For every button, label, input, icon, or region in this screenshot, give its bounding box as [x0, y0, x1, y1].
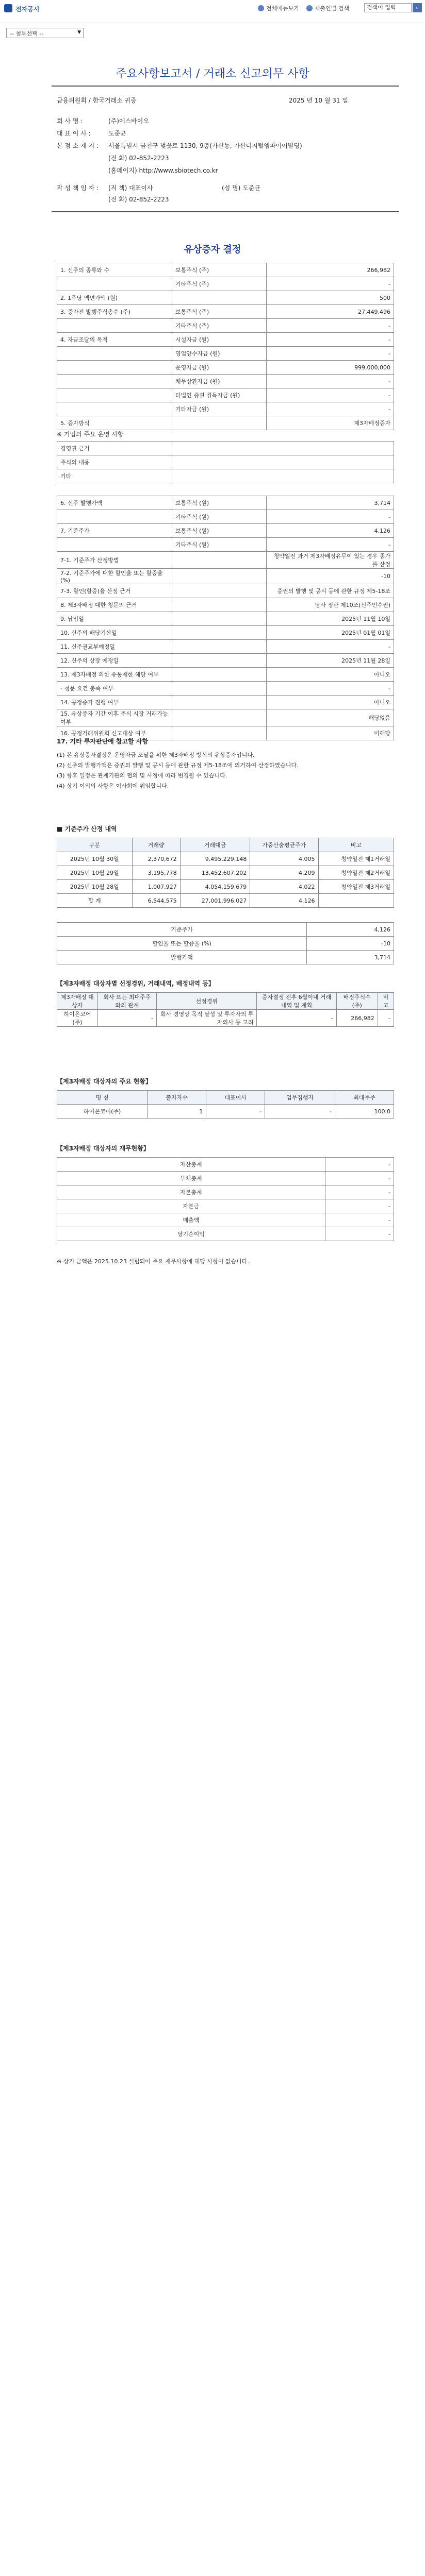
- table-row-value: -: [267, 277, 394, 291]
- detail-row-sub: [172, 598, 267, 612]
- memo-body: [57, 750, 394, 791]
- memo-title: 17. 기타 투자판단에 참고할 사항: [57, 738, 149, 745]
- detail-row-label: 7-1. 기준주가 산정방법: [57, 552, 172, 569]
- calc-summary-row: [57, 951, 394, 964]
- table-row-sub: [172, 416, 267, 430]
- table-row-label: [57, 388, 172, 402]
- fin-row: [57, 1213, 394, 1227]
- fin-cell: -: [325, 1185, 394, 1199]
- major-cell: -: [206, 1105, 265, 1118]
- calc-cell: 4,022: [250, 880, 318, 894]
- detail-row-sub: 기타주식 (원): [172, 510, 267, 524]
- major-head-cell: 업무집행자: [265, 1091, 335, 1105]
- table-row-sub: [172, 291, 267, 305]
- major-head-cell: 최대주주: [335, 1091, 394, 1105]
- alloc-head-cell: 선정경위: [156, 993, 256, 1010]
- contact-field: 작 성 책 임 자 :: [57, 184, 99, 192]
- table-row-sub: 채무상환자금 (원): [172, 375, 267, 388]
- calc-cell: 4,126: [250, 894, 318, 908]
- alloc-head-cell: 증자결정 전후 6월이내 거래내역 및 계획: [257, 993, 336, 1010]
- calc-summary-row: [57, 923, 394, 937]
- table-row: [57, 291, 394, 305]
- fin-row: [57, 1172, 394, 1185]
- search-input[interactable]: 검색어 입력: [364, 3, 412, 12]
- company-label: 회 사 명 :: [57, 117, 83, 125]
- table-row: [57, 402, 394, 416]
- major-cell: 100.0: [335, 1105, 394, 1118]
- alloc-row: [57, 1010, 394, 1027]
- fin-title: 【제3자배정 대상자의 재무현황】: [57, 1145, 150, 1152]
- table-row-label: [57, 402, 172, 416]
- detail-row-value: 미해당: [267, 726, 394, 740]
- detail-row-label: 16. 공정거래위원회 신고대상 여부: [57, 726, 172, 740]
- alloc-head-cell: 회사 또는 최대주주와의 관계: [97, 993, 156, 1010]
- note-label: 기타: [57, 469, 172, 483]
- calc-row: [57, 866, 394, 880]
- detail-row-label: 12. 신주의 상장 예정일: [57, 654, 172, 668]
- table-row: [57, 347, 394, 361]
- detail-row-sub: [172, 612, 267, 626]
- fin-cell: -: [325, 1199, 394, 1213]
- filer-search-link[interactable]: 제출인별 검색: [306, 4, 349, 12]
- detail-row-value: 4,126: [267, 524, 394, 538]
- table-row: [57, 333, 394, 347]
- table-row-value: 500: [267, 291, 394, 305]
- fin-cell: 부채총계: [57, 1172, 325, 1185]
- table-row-label: 2. 1주당 액면가액 (원): [57, 291, 172, 305]
- calc-head-cell: 구분: [57, 838, 133, 852]
- detail-row-sub: [172, 552, 267, 569]
- alloc-cell: -: [257, 1010, 336, 1027]
- table-row-sub: 시설자금 (원): [172, 333, 267, 347]
- memo-paragraph: (2) 신주의 발행가액은 증권의 발행 및 공시 등에 관한 규정 제5-18조에 의거하여 산정하였습니다.: [57, 762, 299, 769]
- detail-row-value: 아니오: [267, 696, 394, 709]
- major-head-cell: 대표이사: [206, 1091, 265, 1105]
- table-row: [57, 263, 394, 277]
- table-row-value: 제3자배정증자: [267, 416, 394, 430]
- table-row-sub: 타법인 증권 취득자금 (원): [172, 388, 267, 402]
- page-title: 주요사항보고서 / 거래소 신고의무 사항: [116, 67, 309, 80]
- note-value: [172, 455, 394, 469]
- calc-cell: 2025년 10월 29일: [57, 866, 133, 880]
- fin-row: [57, 1158, 394, 1172]
- top-links: [258, 4, 349, 12]
- detail-row: [57, 696, 394, 709]
- table-row-label: 3. 증자전 발행주식총수 (주): [57, 305, 172, 319]
- chevron-down-icon: ▼: [77, 30, 81, 35]
- section-title: 유상증자 결정: [184, 244, 241, 255]
- calc-cell: 청약일전 제3거래일: [318, 880, 394, 894]
- table-row: [57, 305, 394, 319]
- calc-summary-cell: 4,126: [307, 923, 394, 937]
- calc-summary-row: [57, 937, 394, 951]
- fin-cell: -: [325, 1158, 394, 1172]
- fin-cell: -: [325, 1172, 394, 1185]
- calc-head-cell: 비고: [318, 838, 394, 852]
- company-value: 도준균: [108, 130, 126, 137]
- contact-field: (전 화) 02-852-2223: [108, 196, 169, 203]
- calc-cell: 4,054,159,679: [180, 880, 250, 894]
- calc-cell: 27,001,996,027: [180, 894, 250, 908]
- note-value: [172, 442, 394, 455]
- alloc-header: [57, 993, 394, 1010]
- detail-row: [57, 552, 394, 569]
- fin-row: [57, 1199, 394, 1213]
- table-row-label: [57, 277, 172, 291]
- detail-row-sub: [172, 709, 267, 726]
- detail-row-value: 증권의 발행 및 공시 등에 관한 규정 제5-18조: [267, 584, 394, 598]
- calc-summary-table: [57, 922, 394, 964]
- note-label: 경영권 근거: [57, 442, 172, 455]
- calc-summary-cell: 3,714: [307, 951, 394, 964]
- detail-row: [57, 496, 394, 510]
- calc-head-cell: 거래량: [132, 838, 180, 852]
- table-row-sub: 영업양수자금 (원): [172, 347, 267, 361]
- fin-cell: 매출액: [57, 1213, 325, 1227]
- detail-row: [57, 598, 394, 612]
- detail-row-sub: 보통주식 (원): [172, 496, 267, 510]
- major-header: [57, 1091, 394, 1105]
- calc-header: [57, 838, 394, 852]
- fin-cell: 자산총계: [57, 1158, 325, 1172]
- table-row-value: -: [267, 375, 394, 388]
- table-row-label: [57, 319, 172, 333]
- table-row-sub: 기타자금 (원): [172, 402, 267, 416]
- table-row-value: -: [267, 388, 394, 402]
- table-row: [57, 416, 394, 430]
- fin-cell: 자본금: [57, 1199, 325, 1213]
- alloc-cell: 하이온코어(주): [57, 1010, 98, 1027]
- contact-field: (성 명) 도준균: [222, 184, 260, 192]
- detail-row-label: [57, 510, 172, 524]
- calc-table: [57, 838, 394, 908]
- table-row: [57, 319, 394, 333]
- major-head-cell: 출자자수: [148, 1091, 206, 1105]
- submit-date: 2025 년 10 월 31 일: [289, 97, 348, 104]
- detail-row: [57, 682, 394, 696]
- detail-row: [57, 709, 394, 726]
- person-icon: [306, 5, 313, 11]
- attachment-select[interactable]: -- 첨부선택 -- ▼: [6, 28, 84, 38]
- detail-row-sub: [172, 654, 267, 668]
- detail-row-value: 2025년 11월 10일: [267, 612, 394, 626]
- calc-cell: 청약일전 제1거래일: [318, 852, 394, 866]
- note-table: [57, 441, 394, 483]
- calc-summary-cell: 기준주가: [57, 923, 307, 937]
- detail-row-value: 당사 정관 제10조(신주인수권): [267, 598, 394, 612]
- memo-paragraph: (3) 향후 일정은 관계기관의 협의 및 사정에 따라 변경될 수 있습니다.: [57, 772, 227, 779]
- detail-row-label: 7-2. 기준주가에 대한 할인율 또는 할증율 (%): [57, 569, 172, 584]
- major-cell: 하이온코어(주): [57, 1105, 148, 1118]
- detail-row-sub: [172, 726, 267, 740]
- top-toolbar: [0, 0, 425, 23]
- detail-row-value: 해당없음: [267, 709, 394, 726]
- calc-summary-cell: -10: [307, 937, 394, 951]
- detail-row-label: - 청문 요건 충족 여부: [57, 682, 172, 696]
- major-title: 【제3자배정 대상자의 주요 현황】: [57, 1078, 152, 1085]
- calc-cell: 13,452,607,202: [180, 866, 250, 880]
- detail-table: [57, 496, 394, 740]
- table-row-value: 27,449,496: [267, 305, 394, 319]
- detail-row-value: 2025년 11월 28일: [267, 654, 394, 668]
- fin-cell: 당기순이익: [57, 1227, 325, 1241]
- calc-cell: 합 계: [57, 894, 133, 908]
- fin-row: [57, 1227, 394, 1241]
- detail-row-value: -: [267, 640, 394, 654]
- search-icon[interactable]: ⌕: [413, 3, 422, 12]
- detail-row-label: [57, 538, 172, 552]
- detail-row-sub: [172, 696, 267, 709]
- detail-row-label: 14. 공정증자 진행 여부: [57, 696, 172, 709]
- note-title: ※ 기업의 주요 운영 사항: [57, 431, 124, 438]
- table-row: [57, 388, 394, 402]
- fin-cell: -: [325, 1213, 394, 1227]
- detail-row-value: -: [267, 538, 394, 552]
- company-value: (전 화) 02-852-2223: [108, 155, 169, 162]
- detail-row-sub: [172, 640, 267, 654]
- alloc-head-cell: 제3자배정 대상자: [57, 993, 98, 1010]
- table-row-label: [57, 361, 172, 375]
- table-row-sub: 기타주식 (주): [172, 319, 267, 333]
- alloc-head-cell: 배정주식수 (주): [336, 993, 378, 1010]
- calc-summary-cell: 할인율 또는 할증율 (%): [57, 937, 307, 951]
- detail-row-value: 청약일전 과거 제3자배정유무이 있는 경우 종가를 산정: [267, 552, 394, 569]
- table-row: [57, 361, 394, 375]
- detail-row: [57, 654, 394, 668]
- detail-row-sub: 기타주식 (원): [172, 538, 267, 552]
- table-row-value: -: [267, 333, 394, 347]
- calc-cell: 2025년 10월 30일: [57, 852, 133, 866]
- all-menu-link[interactable]: 전체메뉴보기: [258, 4, 299, 12]
- table-row: [57, 375, 394, 388]
- table-row-label: [57, 375, 172, 388]
- calc-head-cell: 가중산술평균주가: [250, 838, 318, 852]
- detail-row-sub: [172, 682, 267, 696]
- major-cell: 1: [148, 1105, 206, 1118]
- calc-cell: 9,495,229,148: [180, 852, 250, 866]
- company-value: (주)에스바이오: [108, 117, 149, 125]
- calc-cell: [318, 894, 394, 908]
- detail-row-label: 10. 신주의 배당기산일: [57, 626, 172, 640]
- calc-cell: 6,544,575: [132, 894, 180, 908]
- submit-to: 금융위원회 / 한국거래소 귀중: [57, 97, 137, 104]
- detail-row-label: 11. 신주권교부예정일: [57, 640, 172, 654]
- calc-head-cell: 거래대금: [180, 838, 250, 852]
- major-head-cell: 명 칭: [57, 1091, 148, 1105]
- detail-row-value: -: [267, 682, 394, 696]
- company-label: 대 표 이 사 :: [57, 130, 91, 137]
- note-value: [172, 469, 394, 483]
- detail-row-sub: [172, 626, 267, 640]
- note-row: [57, 469, 394, 483]
- calc-summary-cell: 발행가액: [57, 951, 307, 964]
- detail-row-value: -: [267, 510, 394, 524]
- alloc-cell: -: [97, 1010, 156, 1027]
- detail-row: [57, 538, 394, 552]
- note-row: [57, 442, 394, 455]
- fin-table: [57, 1157, 394, 1241]
- detail-row: [57, 524, 394, 538]
- alloc-cell: -: [378, 1010, 394, 1027]
- alloc-table: [57, 992, 394, 1027]
- table-row-value: 999,000,000: [267, 361, 394, 375]
- table-row: [57, 277, 394, 291]
- app-title: 전자공시: [15, 6, 40, 13]
- company-value: 서울특별시 금천구 벚꽃로 1130, 9층(가산동, 가산디지털엠파이어빌딩): [108, 142, 302, 149]
- fin-row: [57, 1185, 394, 1199]
- menu-icon: [258, 5, 264, 11]
- company-value: (홈페이지) http://www.sbiotech.co.kr: [108, 167, 218, 174]
- calc-cell: 4,005: [250, 852, 318, 866]
- detail-row-label: 15. 유상증자 기간 이후 주식 시장 거래가능 여부: [57, 709, 172, 726]
- detail-row-label: 7-3. 할인(할증)율 산정 근거: [57, 584, 172, 598]
- detail-row-label: 7. 기준주가: [57, 524, 172, 538]
- calc-cell: 3,195,778: [132, 866, 180, 880]
- alloc-cell: 266,982: [336, 1010, 378, 1027]
- detail-row: [57, 569, 394, 584]
- detail-row-value: 2025년 01월 01일: [267, 626, 394, 640]
- detail-row: [57, 668, 394, 682]
- note-row: [57, 455, 394, 469]
- fin-cell: -: [325, 1227, 394, 1241]
- table-row-label: 1. 신주의 종류와 수: [57, 263, 172, 277]
- table-row-value: -: [267, 347, 394, 361]
- detail-row-value: 아니오: [267, 668, 394, 682]
- detail-row-label: 9. 납입일: [57, 612, 172, 626]
- detail-row-label: 6. 신주 발행가액: [57, 496, 172, 510]
- memo-paragraph: (4) 상기 이외의 사항은 이사회에 위임합니다.: [57, 783, 169, 789]
- fin-cell: 자본총계: [57, 1185, 325, 1199]
- detail-row: [57, 510, 394, 524]
- detail-row-label: 8. 제3자배정 대한 청문의 근거: [57, 598, 172, 612]
- detail-row-sub: [172, 584, 267, 598]
- calc-cell: 1,007,927: [132, 880, 180, 894]
- table-row-value: 266,982: [267, 263, 394, 277]
- header-divider: [52, 211, 399, 212]
- detail-row-sub: [172, 569, 267, 584]
- contact-field: (직 책) 대표이사: [108, 184, 153, 192]
- calc-row: [57, 894, 394, 908]
- dart-logo-icon: [4, 4, 12, 12]
- title-divider: [52, 86, 399, 87]
- calc-cell: 2025년 10월 28일: [57, 880, 133, 894]
- table-row-sub: 운영자금 (원): [172, 361, 267, 375]
- calc-row: [57, 880, 394, 894]
- calc-cell: 4,209: [250, 866, 318, 880]
- table-row-sub: 보통주식 (주): [172, 263, 267, 277]
- table-row-value: -: [267, 319, 394, 333]
- detail-row-sub: [172, 668, 267, 682]
- detail-row: [57, 612, 394, 626]
- detail-row-sub: 보통주식 (원): [172, 524, 267, 538]
- calc-row: [57, 852, 394, 866]
- detail-row-value: 3,714: [267, 496, 394, 510]
- note-label: 주식의 내용: [57, 455, 172, 469]
- calc-cell: 2,370,672: [132, 852, 180, 866]
- detail-row-label: 13. 제3자배정 의한 유통제한 해당 여부: [57, 668, 172, 682]
- detail-row: [57, 584, 394, 598]
- table-row-label: 5. 증자방식: [57, 416, 172, 430]
- alloc-head-cell: 비고: [378, 993, 394, 1010]
- table-row-label: [57, 347, 172, 361]
- detail-row-value: -10: [267, 569, 394, 584]
- detail-row: [57, 626, 394, 640]
- table-row-value: -: [267, 402, 394, 416]
- table-row-sub: 기타주식 (주): [172, 277, 267, 291]
- major-row: [57, 1105, 394, 1118]
- calc-title: ■ 기준주가 산정 내역: [57, 825, 117, 833]
- alloc-title: 【제3자배정 대상자별 선정경위, 거래내역, 배정내역 등】: [57, 980, 215, 987]
- company-label: 본 점 소 재 지 :: [57, 142, 99, 149]
- major-table: [57, 1090, 394, 1118]
- memo-paragraph: (1) 본 유상증자결정은 운영자금 조달을 위한 제3자배정 방식의 유상증자입니다.: [57, 752, 255, 758]
- table-row-label: 4. 자금조달의 목적: [57, 333, 172, 347]
- main-table: [57, 263, 394, 430]
- major-cell: -: [265, 1105, 335, 1118]
- table-row-sub: 보통주식 (주): [172, 305, 267, 319]
- calc-cell: 청약일전 제2거래일: [318, 866, 394, 880]
- detail-row: [57, 640, 394, 654]
- tail-note: ※ 상기 금액은 2025.10.23 설립되어 주요 재무사항에 해당 사항이 없습니다.: [57, 1258, 249, 1265]
- alloc-cell: 회사 경영상 목적 달성 및 투자자의 투자의사 등 고려: [156, 1010, 256, 1027]
